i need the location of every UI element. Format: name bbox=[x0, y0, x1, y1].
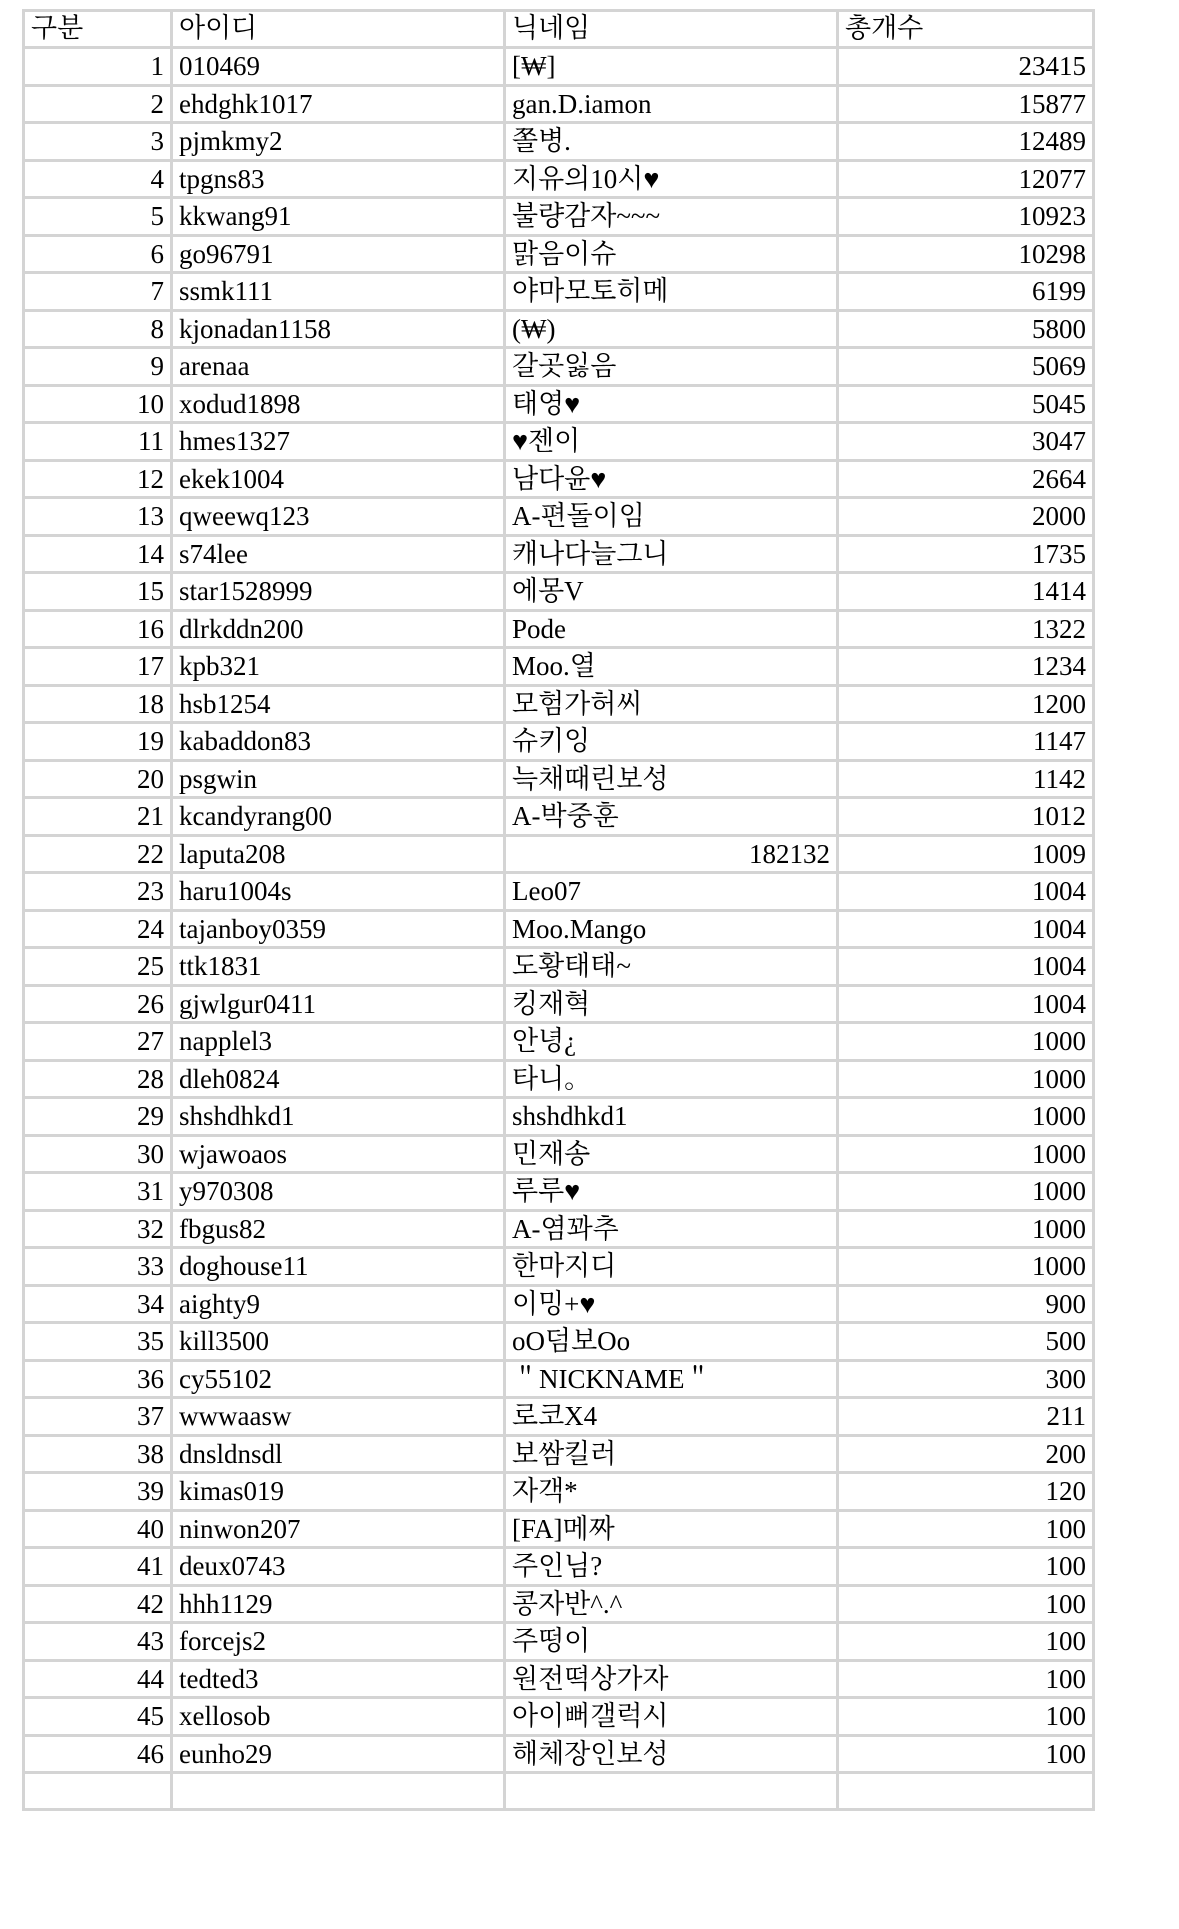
cell-id[interactable]: 010469 bbox=[172, 48, 505, 86]
empty-cell[interactable] bbox=[24, 1773, 172, 1810]
cell-no[interactable]: 38 bbox=[24, 1435, 172, 1473]
cell-no[interactable]: 17 bbox=[24, 648, 172, 686]
table-row bbox=[24, 910, 1094, 948]
table-row bbox=[24, 160, 1094, 198]
cell-id[interactable]: haru1004s bbox=[172, 873, 505, 911]
table-row bbox=[24, 1323, 1094, 1361]
cell-id[interactable]: y970308 bbox=[172, 1173, 505, 1211]
table-row bbox=[24, 760, 1094, 798]
cell-no[interactable]: 15 bbox=[24, 573, 172, 611]
cell-no[interactable]: 40 bbox=[24, 1510, 172, 1548]
cell-no[interactable]: 12 bbox=[24, 460, 172, 498]
cell-total[interactable]: 300 bbox=[838, 1360, 1094, 1398]
table-row bbox=[24, 1248, 1094, 1286]
cell-nickname[interactable]: 민재송 bbox=[505, 1135, 838, 1173]
empty-cell[interactable] bbox=[505, 1773, 838, 1810]
cell-no[interactable]: 8 bbox=[24, 310, 172, 348]
cell-total[interactable]: 100 bbox=[838, 1735, 1094, 1773]
cell-no[interactable]: 24 bbox=[24, 910, 172, 948]
table-row bbox=[24, 573, 1094, 611]
cell-no[interactable]: 28 bbox=[24, 1060, 172, 1098]
cell-total[interactable]: 1000 bbox=[838, 1210, 1094, 1248]
table-row bbox=[24, 1210, 1094, 1248]
cell-total[interactable]: 100 bbox=[838, 1510, 1094, 1548]
cell-nickname[interactable]: Moo.열 bbox=[505, 648, 838, 686]
cell-no[interactable]: 14 bbox=[24, 535, 172, 573]
cell-id[interactable]: xodud1898 bbox=[172, 385, 505, 423]
cell-id[interactable]: kimas019 bbox=[172, 1473, 505, 1511]
cell-id[interactable]: wjawoaos bbox=[172, 1135, 505, 1173]
cell-no[interactable]: 16 bbox=[24, 610, 172, 648]
cell-nickname[interactable]: [₩] bbox=[505, 48, 838, 86]
cell-no[interactable]: 20 bbox=[24, 760, 172, 798]
table-row bbox=[24, 348, 1094, 386]
cell-nickname[interactable]: 킹재혁 bbox=[505, 985, 838, 1023]
cell-nickname[interactable]: 슈키잉 bbox=[505, 723, 838, 761]
cell-total[interactable]: 1000 bbox=[838, 1060, 1094, 1098]
cell-total[interactable]: 1000 bbox=[838, 1135, 1094, 1173]
cell-total[interactable]: 100 bbox=[838, 1548, 1094, 1586]
cell-id[interactable]: dlrkddn200 bbox=[172, 610, 505, 648]
cell-nickname[interactable]: A-염꽈추 bbox=[505, 1210, 838, 1248]
cell-no[interactable]: 13 bbox=[24, 498, 172, 536]
table-row bbox=[24, 798, 1094, 836]
cell-id[interactable]: s74lee bbox=[172, 535, 505, 573]
cell-no[interactable]: 35 bbox=[24, 1323, 172, 1361]
cell-nickname[interactable]: 야마모토히메 bbox=[505, 273, 838, 311]
cell-total[interactable]: 100 bbox=[838, 1660, 1094, 1698]
table-row bbox=[24, 48, 1094, 86]
cell-total[interactable]: 3047 bbox=[838, 423, 1094, 461]
cell-no[interactable]: 6 bbox=[24, 235, 172, 273]
table-row bbox=[24, 1698, 1094, 1736]
header-id[interactable]: 아이디 bbox=[172, 11, 505, 48]
cell-total[interactable]: 15877 bbox=[838, 85, 1094, 123]
cell-id[interactable]: kcandyrang00 bbox=[172, 798, 505, 836]
cell-total[interactable]: 1000 bbox=[838, 1248, 1094, 1286]
cell-total[interactable]: 900 bbox=[838, 1285, 1094, 1323]
cell-nickname[interactable]: 늑채때린보성 bbox=[505, 760, 838, 798]
cell-no[interactable]: 29 bbox=[24, 1098, 172, 1136]
cell-nickname[interactable]: 모험가허씨 bbox=[505, 685, 838, 723]
cell-no[interactable]: 26 bbox=[24, 985, 172, 1023]
cell-total[interactable]: 1200 bbox=[838, 685, 1094, 723]
table-row bbox=[24, 1398, 1094, 1436]
table-row bbox=[24, 610, 1094, 648]
cell-no[interactable]: 31 bbox=[24, 1173, 172, 1211]
cell-total[interactable]: 100 bbox=[838, 1585, 1094, 1623]
cell-no[interactable]: 2 bbox=[24, 85, 172, 123]
cell-id[interactable]: shshdhkd1 bbox=[172, 1098, 505, 1136]
cell-id[interactable]: laputa208 bbox=[172, 835, 505, 873]
cell-no[interactable]: 7 bbox=[24, 273, 172, 311]
table-row bbox=[24, 1135, 1094, 1173]
cell-id[interactable]: ttk1831 bbox=[172, 948, 505, 986]
cell-no[interactable]: 37 bbox=[24, 1398, 172, 1436]
cell-nickname[interactable]: Pode bbox=[505, 610, 838, 648]
cell-total[interactable]: 1735 bbox=[838, 535, 1094, 573]
cell-total[interactable]: 10923 bbox=[838, 198, 1094, 236]
cell-nickname[interactable]: 주떵이 bbox=[505, 1623, 838, 1661]
cell-total[interactable]: 100 bbox=[838, 1698, 1094, 1736]
cell-id[interactable]: aighty9 bbox=[172, 1285, 505, 1323]
cell-id[interactable]: star1528999 bbox=[172, 573, 505, 611]
cell-id[interactable]: hsb1254 bbox=[172, 685, 505, 723]
cell-id[interactable]: gjwlgur0411 bbox=[172, 985, 505, 1023]
cell-total[interactable]: 1012 bbox=[838, 798, 1094, 836]
cell-no[interactable]: 45 bbox=[24, 1698, 172, 1736]
cell-total[interactable]: 1234 bbox=[838, 648, 1094, 686]
cell-no[interactable]: 11 bbox=[24, 423, 172, 461]
table-row bbox=[24, 723, 1094, 761]
cell-id[interactable]: kjonadan1158 bbox=[172, 310, 505, 348]
header-total[interactable]: 총개수 bbox=[838, 11, 1094, 48]
table-row bbox=[24, 873, 1094, 911]
cell-id[interactable]: dleh0824 bbox=[172, 1060, 505, 1098]
cell-nickname[interactable]: 보쌈킬러 bbox=[505, 1435, 838, 1473]
cell-no[interactable]: 19 bbox=[24, 723, 172, 761]
cell-id[interactable]: arenaa bbox=[172, 348, 505, 386]
table-row bbox=[24, 235, 1094, 273]
cell-no[interactable]: 39 bbox=[24, 1473, 172, 1511]
cell-total[interactable]: 23415 bbox=[838, 48, 1094, 86]
cell-nickname[interactable]: 루루♥ bbox=[505, 1173, 838, 1211]
table-row bbox=[24, 1548, 1094, 1586]
cell-no[interactable]: 21 bbox=[24, 798, 172, 836]
cell-nickname[interactable]: shshdhkd1 bbox=[505, 1098, 838, 1136]
cell-no[interactable]: 36 bbox=[24, 1360, 172, 1398]
cell-nickname[interactable]: 한마지디 bbox=[505, 1248, 838, 1286]
table-row bbox=[24, 835, 1094, 873]
cell-id[interactable]: kkwang91 bbox=[172, 198, 505, 236]
cell-id[interactable]: kpb321 bbox=[172, 648, 505, 686]
cell-nickname[interactable]: 182132 bbox=[505, 835, 838, 873]
cell-nickname[interactable]: Leo07 bbox=[505, 873, 838, 911]
table-row bbox=[24, 310, 1094, 348]
empty-cell[interactable] bbox=[838, 1773, 1094, 1810]
cell-id[interactable]: psgwin bbox=[172, 760, 505, 798]
table-row bbox=[24, 1510, 1094, 1548]
cell-nickname[interactable]: oO덤보Oo bbox=[505, 1323, 838, 1361]
table-row bbox=[24, 648, 1094, 686]
table-row bbox=[24, 273, 1094, 311]
cell-id[interactable]: eunho29 bbox=[172, 1735, 505, 1773]
cell-total[interactable]: 1000 bbox=[838, 1098, 1094, 1136]
cell-nickname[interactable]: Moo.Mango bbox=[505, 910, 838, 948]
cell-no[interactable]: 46 bbox=[24, 1735, 172, 1773]
cell-total[interactable]: 1322 bbox=[838, 610, 1094, 648]
table-row bbox=[24, 1098, 1094, 1136]
cell-total[interactable]: 1004 bbox=[838, 910, 1094, 948]
cell-id[interactable]: ehdghk1017 bbox=[172, 85, 505, 123]
table-row bbox=[24, 948, 1094, 986]
table-row bbox=[24, 1360, 1094, 1398]
table-row bbox=[24, 498, 1094, 536]
cell-no[interactable]: 30 bbox=[24, 1135, 172, 1173]
cell-id[interactable]: kabaddon83 bbox=[172, 723, 505, 761]
table-row bbox=[24, 1173, 1094, 1211]
cell-id[interactable]: napplel3 bbox=[172, 1023, 505, 1061]
cell-total[interactable]: 500 bbox=[838, 1323, 1094, 1361]
cell-nickname[interactable]: (₩) bbox=[505, 310, 838, 348]
cell-no[interactable]: 44 bbox=[24, 1660, 172, 1698]
cell-nickname[interactable]: 지유의10시♥ bbox=[505, 160, 838, 198]
table-row bbox=[24, 1623, 1094, 1661]
cell-id[interactable]: doghouse11 bbox=[172, 1248, 505, 1286]
cell-nickname[interactable]: 주인님? bbox=[505, 1548, 838, 1586]
cell-nickname[interactable]: 원전떡상가자 bbox=[505, 1660, 838, 1698]
table-row bbox=[24, 1473, 1094, 1511]
cell-no[interactable]: 25 bbox=[24, 948, 172, 986]
ranking-table bbox=[22, 9, 1095, 1811]
table-row bbox=[24, 85, 1094, 123]
cell-no[interactable]: 42 bbox=[24, 1585, 172, 1623]
cell-nickname[interactable]: ＂NICKNAME＂ bbox=[505, 1360, 838, 1398]
cell-no[interactable]: 41 bbox=[24, 1548, 172, 1586]
cell-no[interactable]: 43 bbox=[24, 1623, 172, 1661]
cell-no[interactable]: 4 bbox=[24, 160, 172, 198]
cell-nickname[interactable]: 타니。 bbox=[505, 1060, 838, 1098]
cell-nickname[interactable]: 맑음이슈 bbox=[505, 235, 838, 273]
cell-id[interactable]: pjmkmy2 bbox=[172, 123, 505, 161]
cell-nickname[interactable]: 도황태태~ bbox=[505, 948, 838, 986]
cell-id[interactable]: hmes1327 bbox=[172, 423, 505, 461]
header-row bbox=[24, 11, 1094, 48]
cell-nickname[interactable]: A-박중훈 bbox=[505, 798, 838, 836]
cell-nickname[interactable]: 캐나다늘그니 bbox=[505, 535, 838, 573]
cell-no[interactable]: 1 bbox=[24, 48, 172, 86]
cell-total[interactable]: 6199 bbox=[838, 273, 1094, 311]
cell-total[interactable]: 2664 bbox=[838, 460, 1094, 498]
empty-row bbox=[24, 1773, 1094, 1810]
cell-total[interactable]: 200 bbox=[838, 1435, 1094, 1473]
cell-nickname[interactable]: 해체장인보성 bbox=[505, 1735, 838, 1773]
cell-id[interactable]: wwwaasw bbox=[172, 1398, 505, 1436]
empty-cell[interactable] bbox=[172, 1773, 505, 1810]
cell-total[interactable]: 1004 bbox=[838, 948, 1094, 986]
table-row bbox=[24, 1585, 1094, 1623]
cell-total[interactable]: 2000 bbox=[838, 498, 1094, 536]
table-row bbox=[24, 535, 1094, 573]
cell-total[interactable]: 10298 bbox=[838, 235, 1094, 273]
header-no[interactable]: 구분 bbox=[24, 11, 172, 48]
cell-no[interactable]: 10 bbox=[24, 385, 172, 423]
cell-nickname[interactable]: 이밍+♥ bbox=[505, 1285, 838, 1323]
cell-total[interactable]: 12489 bbox=[838, 123, 1094, 161]
cell-total[interactable]: 1004 bbox=[838, 985, 1094, 1023]
cell-nickname[interactable]: 아이뻐갤럭시 bbox=[505, 1698, 838, 1736]
cell-no[interactable]: 9 bbox=[24, 348, 172, 386]
cell-id[interactable]: qweewq123 bbox=[172, 498, 505, 536]
cell-nickname[interactable]: 남다윤♥ bbox=[505, 460, 838, 498]
cell-id[interactable]: kill3500 bbox=[172, 1323, 505, 1361]
cell-nickname[interactable]: 콩자반^.^ bbox=[505, 1585, 838, 1623]
cell-no[interactable]: 27 bbox=[24, 1023, 172, 1061]
cell-total[interactable]: 1414 bbox=[838, 573, 1094, 611]
cell-no[interactable]: 18 bbox=[24, 685, 172, 723]
cell-nickname[interactable]: 쫄병. bbox=[505, 123, 838, 161]
cell-nickname[interactable]: 자객* bbox=[505, 1473, 838, 1511]
cell-no[interactable]: 3 bbox=[24, 123, 172, 161]
cell-id[interactable]: go96791 bbox=[172, 235, 505, 273]
table-row bbox=[24, 460, 1094, 498]
cell-nickname[interactable]: 태영♥ bbox=[505, 385, 838, 423]
table-row bbox=[24, 1660, 1094, 1698]
table-row bbox=[24, 1435, 1094, 1473]
cell-total[interactable]: 100 bbox=[838, 1623, 1094, 1661]
cell-nickname[interactable]: 로코X4 bbox=[505, 1398, 838, 1436]
cell-total[interactable]: 12077 bbox=[838, 160, 1094, 198]
table-row bbox=[24, 423, 1094, 461]
table-row bbox=[24, 1023, 1094, 1061]
cell-nickname[interactable]: gan.D.iamon bbox=[505, 85, 838, 123]
cell-total[interactable]: 211 bbox=[838, 1398, 1094, 1436]
cell-total[interactable]: 5045 bbox=[838, 385, 1094, 423]
cell-total[interactable]: 5800 bbox=[838, 310, 1094, 348]
cell-nickname[interactable]: 에몽V bbox=[505, 573, 838, 611]
table-row bbox=[24, 1285, 1094, 1323]
cell-id[interactable]: ekek1004 bbox=[172, 460, 505, 498]
cell-id[interactable]: tedted3 bbox=[172, 1660, 505, 1698]
cell-no[interactable]: 32 bbox=[24, 1210, 172, 1248]
cell-id[interactable]: tpgns83 bbox=[172, 160, 505, 198]
cell-nickname[interactable]: [FA]메짜 bbox=[505, 1510, 838, 1548]
cell-total[interactable]: 1009 bbox=[838, 835, 1094, 873]
cell-total[interactable]: 1142 bbox=[838, 760, 1094, 798]
cell-total[interactable]: 120 bbox=[838, 1473, 1094, 1511]
cell-id[interactable]: deux0743 bbox=[172, 1548, 505, 1586]
cell-total[interactable]: 1147 bbox=[838, 723, 1094, 761]
table-row bbox=[24, 1060, 1094, 1098]
cell-total[interactable]: 1004 bbox=[838, 873, 1094, 911]
table-row bbox=[24, 198, 1094, 236]
cell-nickname[interactable]: 불량감자~~~ bbox=[505, 198, 838, 236]
cell-nickname[interactable]: 안녕¿ bbox=[505, 1023, 838, 1061]
cell-id[interactable]: tajanboy0359 bbox=[172, 910, 505, 948]
cell-id[interactable]: hhh1129 bbox=[172, 1585, 505, 1623]
table-row bbox=[24, 685, 1094, 723]
cell-no[interactable]: 34 bbox=[24, 1285, 172, 1323]
table-row bbox=[24, 123, 1094, 161]
cell-id[interactable]: forcejs2 bbox=[172, 1623, 505, 1661]
table-row bbox=[24, 1735, 1094, 1773]
cell-id[interactable]: dnsldnsdl bbox=[172, 1435, 505, 1473]
cell-no[interactable]: 33 bbox=[24, 1248, 172, 1286]
cell-no[interactable]: 5 bbox=[24, 198, 172, 236]
cell-id[interactable]: cy55102 bbox=[172, 1360, 505, 1398]
cell-id[interactable]: fbgus82 bbox=[172, 1210, 505, 1248]
cell-nickname[interactable]: 갈곳잃음 bbox=[505, 348, 838, 386]
table-row bbox=[24, 385, 1094, 423]
cell-total[interactable]: 5069 bbox=[838, 348, 1094, 386]
cell-total[interactable]: 1000 bbox=[838, 1023, 1094, 1061]
header-nickname[interactable]: 닉네임 bbox=[505, 11, 838, 48]
cell-nickname[interactable]: ♥젠이 bbox=[505, 423, 838, 461]
cell-id[interactable]: ninwon207 bbox=[172, 1510, 505, 1548]
cell-id[interactable]: xellosob bbox=[172, 1698, 505, 1736]
cell-nickname[interactable]: A-편돌이임 bbox=[505, 498, 838, 536]
cell-no[interactable]: 22 bbox=[24, 835, 172, 873]
cell-id[interactable]: ssmk111 bbox=[172, 273, 505, 311]
cell-total[interactable]: 1000 bbox=[838, 1173, 1094, 1211]
table-row bbox=[24, 985, 1094, 1023]
cell-no[interactable]: 23 bbox=[24, 873, 172, 911]
